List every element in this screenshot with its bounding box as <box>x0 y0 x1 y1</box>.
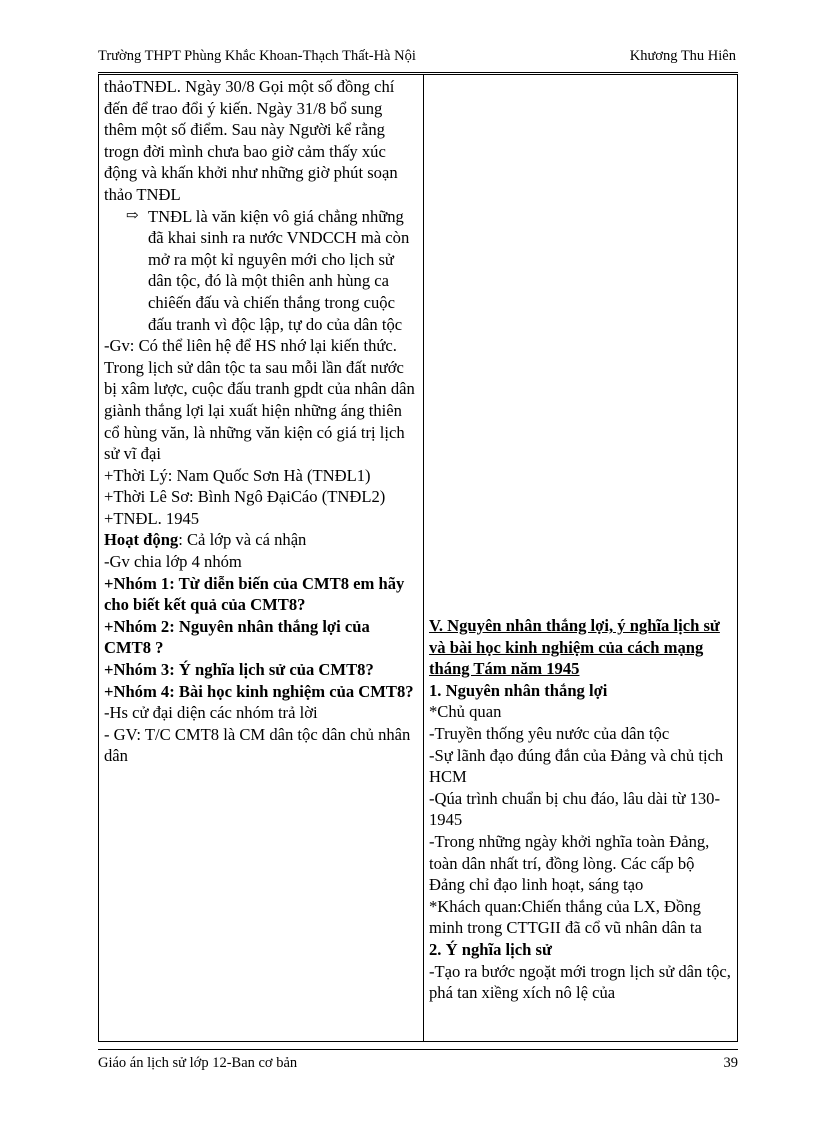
group-3 <box>104 659 419 681</box>
right-paragraph: -Truyền thống yêu nước của dân tộc <box>429 723 670 743</box>
arrow-right-icon: ⇨ <box>126 207 139 224</box>
left-paragraph: +Thời Lê Sơ: Bình Ngô ĐạiCáo (TNĐL2) <box>104 487 386 507</box>
right-paragraph: -Qúa trình chuẩn bị chu đáo, lâu dài từ 130-1945 <box>429 788 721 830</box>
right-paragraph: *Chủ quan <box>429 702 502 722</box>
page-number: 39 <box>723 1055 738 1071</box>
left-paragraph: -Gv: Có thể liên hệ để HS nhớ lại kiến thức. Trong lịch sử dân tộc ta sau mỗi lần đất nước bị xâm lược, cuộc đấu tranh gpdt của nhân dân giành thắng lợi lại xuất hiện những áng thiên cổ hùng văn, là những văn kiện có giá trị lịch sử vĩ đại <box>104 336 415 464</box>
right-column <box>424 75 737 1041</box>
footer-rule <box>98 1049 738 1050</box>
section-title: V. Nguyên nhân thắng lợi, ý nghĩa lịch sử và bài học kinh nghiệm của cách mạng tháng Tám năm 1945 <box>429 616 720 679</box>
header-rule <box>98 72 738 73</box>
left-paragraph: +TNĐL. 1945 <box>104 508 200 528</box>
group-label: +Nhóm 1: <box>104 573 179 593</box>
right-paragraph: -Tạo ra bước ngoặt mới trogn lịch sử dân tộc, phá tan xiềng xích nô lệ của <box>429 961 731 1003</box>
group-4 <box>104 681 419 703</box>
subheading: 1. Nguyên nhân thắng lợi <box>429 680 608 700</box>
conclusion-block <box>104 206 419 336</box>
left-paragraph: -Gv chia lớp 4 nhóm <box>104 552 242 572</box>
left-paragraph: +Thời Lý: Nam Quốc Sơn Hà (TNĐL1) <box>104 465 371 485</box>
subheading: 2. Ý nghĩa lịch sử <box>429 939 552 959</box>
header-school: Trường THPT Phùng Khắc Khoan-Thạch Thất-Hà Nội <box>98 48 416 64</box>
group-text: Ý nghĩa lịch sử của CMT8? <box>178 660 374 680</box>
activity-label: Hoạt động <box>104 530 179 550</box>
conclusion-text: TNĐL là văn kiện vô giá chẳng những đã khai sinh ra nước VNDCCH mà còn mở ra một kỉ nguyên mới cho lịch sử dân tộc, đó là một thiên anh hùng ca chiêến đấu và chiến thắng trong cuộc đấu tranh vì độc lập, tự do của dân tộc <box>148 206 410 334</box>
group-text: Nguyên nhân thắng lợi của CMT8 ? <box>104 616 370 658</box>
group-text: Bài học kinh nghiệm của CMT8? <box>178 681 414 701</box>
group-label: +Nhóm 2: <box>104 616 179 636</box>
header-author: Khương Thu Hiên <box>629 48 736 64</box>
left-paragraph: -Hs cử đại diện các nhóm trả lời <box>104 703 318 723</box>
group-text: Từ diễn biến của CMT8 em hãy cho biết kết quả của CMT8? <box>104 573 405 615</box>
activity-line <box>104 529 419 551</box>
right-paragraph: -Trong những ngày khởi nghĩa toàn Đảng, toàn dân nhất trí, đồng lòng. Các cấp bộ Đảng chỉ đạo linh hoạt, sáng tạo <box>429 831 710 895</box>
group-1 <box>104 573 419 616</box>
footer-title: Giáo án lịch sử lớp 12-Ban cơ bản <box>98 1055 298 1071</box>
page-header <box>98 48 736 65</box>
right-paragraph: *Khách quan:Chiến thắng của LX, Đồng minh trong CTTGII đã cổ vũ nhân dân ta <box>429 896 702 938</box>
group-2 <box>104 616 419 659</box>
page-footer <box>98 1055 738 1072</box>
activity-text: : Cả lớp và cá nhận <box>178 530 307 550</box>
right-paragraph: -Sự lãnh đạo đúng đắn của Đảng và chủ tịch HCM <box>429 745 724 787</box>
lesson-table <box>98 74 738 1042</box>
left-column <box>99 75 424 1041</box>
left-paragraph: thảoTNĐL. Ngày 30/8 Gọi một số đồng chí đến để trao đổi ý kiến. Ngày 31/8 bổ sung thêm một số điểm. Sau này Người kể rằng trogn đời mình chưa bao giờ cảm thấy xúc động và khấn khởi như những giờ phút soạn thảo TNĐL <box>104 77 398 204</box>
left-paragraph: - GV: T/C CMT8 là CM dân tộc dân chủ nhân dân <box>104 724 411 766</box>
group-label: +Nhóm 3: <box>104 660 179 680</box>
group-label: +Nhóm 4: <box>104 681 179 701</box>
